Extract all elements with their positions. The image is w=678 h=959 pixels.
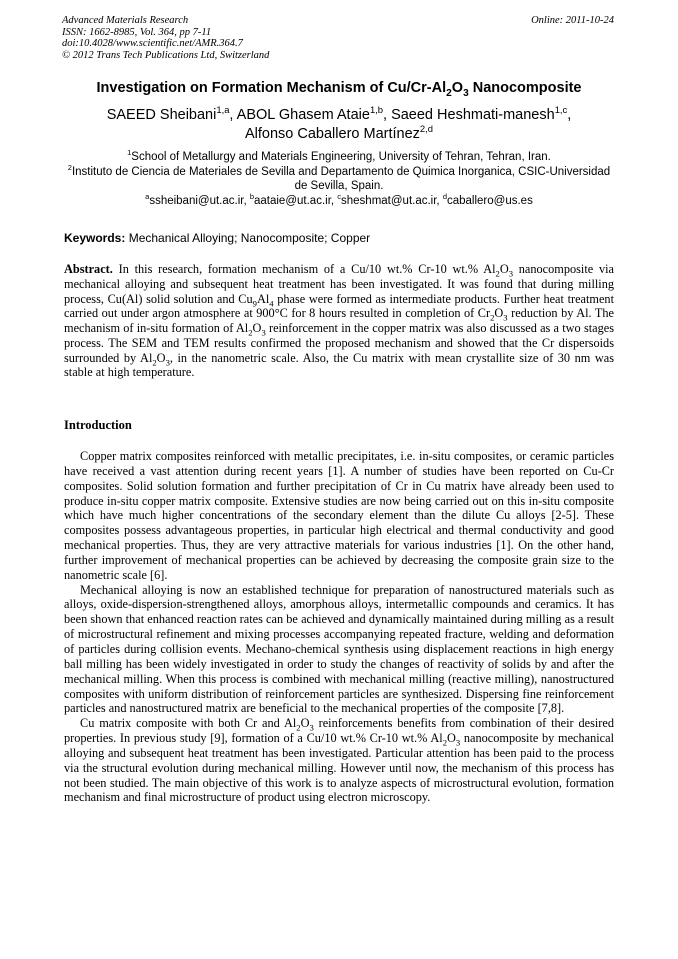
- keywords-text: Mechanical Alloying; Nanocomposite; Copper: [125, 231, 371, 245]
- author-list: SAEED Sheibani$^{1,a}$, ABOL Ghasem Ataie$^{1,b}$, Saeed Heshmati-manesh$^{1,c}$, Alfonso Caballero Martínez$^{2,d}$: [106, 104, 572, 142]
- author-name: , Saeed Heshmati-manesh: [383, 107, 555, 123]
- keywords-label: Keywords:: [64, 231, 126, 245]
- online-date: Online: 2011-10-24: [531, 15, 614, 26]
- journal-name: Advanced Materials Research: [62, 15, 189, 26]
- keywords: [64, 231, 616, 245]
- author-name: SAEED Sheibani: [106, 107, 217, 123]
- section-heading-introduction: Introduction: [64, 418, 132, 432]
- affiliations: [60, 150, 618, 208]
- affiliation-2: $^2$Instituto de Ciencia de Materiales de Sevilla and Departamento de Quimica Inorganica, CSIC-Universidad de Sevilla, Spain.: [67, 162, 611, 193]
- paragraph: Mechanical alloying is now an established technique for preparation of nanostructured materials such as alloys, oxide-dispersion-strengthened alloys, amorphous alloys, intermetallic compounds and ceramics. It has been shown that enhanced reaction rates can be achieved and dynamically maintained during milling as a result of microstructural refinement and mixing processes accompanying repeated fracture, welding and deformation of particles during collision events. Mechano-chemical synthesis using displacement reactions in high energy ball milling has been widely investigated in order to study the changes of reactivity of solids by and after the mechanical milling. When this process is combined with mechanical milling (reactive milling), nanostructured composites with uniform distribution of reinforcement particles are synthesized. Dispersing fine reinforcement particles and nanostructured matrix are beneficial to the mechanical properties of the composite [7,8].: [64, 582, 614, 716]
- journal-header: [62, 15, 269, 61]
- author-name: , ABOL Ghasem Ataie: [229, 107, 370, 123]
- abstract: Abstract. In this research, formation mechanism of a Cu/10 wt.% Cr-10 wt.% $Al_2O_3$ nanocomposite via mechanical alloying and subsequent heat treatment has been investigated. It was found that during milling process, Cu(Al) solid solution and $Cu_9Al_4$ phase were formed as intermediate products. Further heat treatment carried out under argon atmosphere at 900°C for 8 hours resulted in completion of $Cr_2O_3$ reduction by Al. The mechanism of in-situ formation of $Al_2O_3$ reinforcement in the copper matrix was also discussed as a two stages process. The SEM and TEM results confirmed the proposed mechanism and showed that the Cr dispersoids surrounded by $Al_2O_3$, in the nanometric scale. Also, the Cu matrix with mean crystallite size of 30 nm was stable at high temperature.: [64, 262, 614, 380]
- author-name: Alfonso Caballero Martínez: [245, 126, 420, 142]
- paragraph: Copper matrix composites reinforced with metallic precipitates, i.e. in-situ composites, or ceramic particles have received a vast attention during recent years [1]. A number of studies have been reported on Cu-Cr composites. Solid solution formation and further precipitation of Cr in Cu matrix have already been used to produce in-situ copper matrix composite. Extensive studies are now being carried out on this in-situ composite which have much higher concentrations of the secondary element than the dilute Cu alloys [2-5]. These composites possess advantageous properties, in particular high electrical and thermal conductivity and good mechanical properties. Thus, they are very attractive materials for various industries [1]. On the other hand, further improvement of mechanical properties can be achieved by decreasing the composite grain size to the nanometric scale [6].: [64, 449, 614, 582]
- journal-copyright: © 2012 Trans Tech Publications Ltd, Switzerland: [62, 49, 270, 61]
- introduction-body: [64, 449, 614, 805]
- email-list: $^a$ssheibani@ut.ac.ir, $^b$aataie@ut.ac.ir, $^c$sheshmat@ut.ac.ir, $^d$caballero@us.es: [145, 191, 533, 207]
- journal-doi: doi:10.4028/www.scientific.net/AMR.364.7: [62, 38, 243, 49]
- paper-title: Investigation on Formation Mechanism of $Cu/Cr-Al_2O_3$ Nanocomposite: [96, 80, 582, 99]
- affiliation-1: $^1$School of Metallurgy and Materials Engineering, University of Tehran, Tehran, Iran.: [127, 148, 551, 163]
- journal-issn: ISSN: 1662-8985, Vol. 364, pp 7-11: [62, 26, 212, 38]
- abstract-label: Abstract.: [64, 262, 113, 276]
- paragraph: Cu matrix composite with both Cr and $Al_2O_3$ reinforcements benefits from combination of their desired properties. In previous study [9], formation of a Cu/10 wt.% Cr-10 wt.% $Al_2O_3$ nanocomposite by mechanical alloying and subsequent heat treatment has been investigated. Particular attention has been paid to the process via the structural evolution during mechanical milling. However until now, the mechanism of this process has not been studied. The main objective of this work is to analyze aspects of microstructural evolution, formation mechanism and final microstructure of product using electron microscopy.: [64, 716, 614, 805]
